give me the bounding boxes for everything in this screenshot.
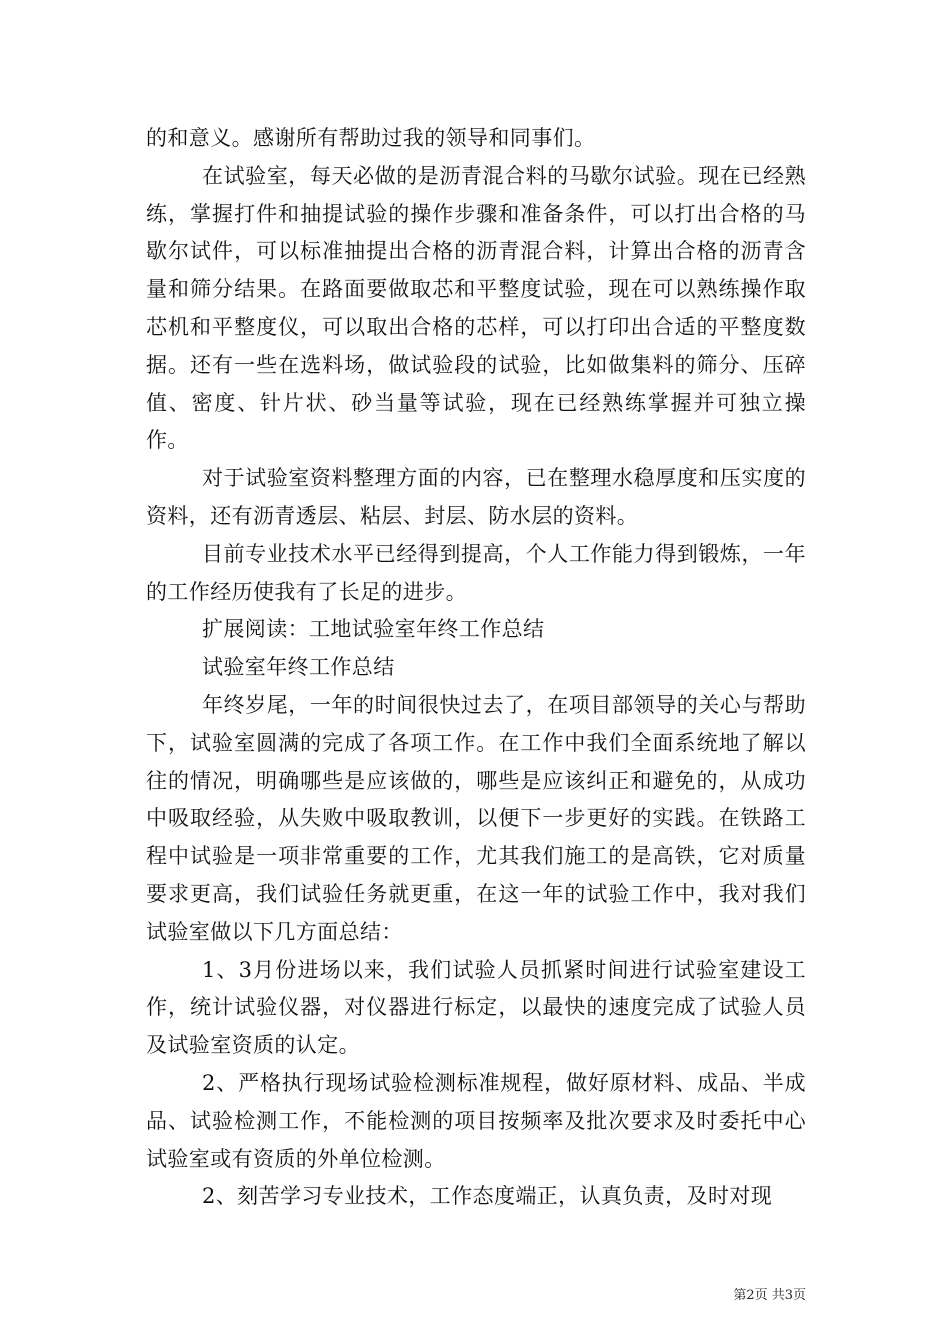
document-body [146, 120, 806, 1216]
extended-reading-line: 扩展阅读：工地试验室年终工作总结 [202, 617, 545, 642]
paragraph-1: 的和意义。感谢所有帮助过我的领导和同事们。 [146, 126, 596, 150]
paragraph-3: 对于试验室资料整理方面的内容，已在整理水稳厚度和压实度的资料，还有沥青透层、粘层、封层、防水层的资料。 [146, 466, 806, 528]
paragraph-2: 在试验室，每天必做的是沥青混合料的马歇尔试验。现在已经熟练，掌握打件和抽提试验的操作步骤和准备条件，可以打出合格的马歇尔试件，可以标准抽提出合格的沥青混合料，计算出合格的沥青含量和筛分结果。在路面要做取芯和平整度试验，现在可以熟练操作取芯机和平整度仪，可以取出合格的芯样，可以打印出合适的平整度数据。还有一些在选料场，做试验段的试验，比如做集料的筛分、压碎值、密度、针片状、砂当量等试验，现在已经熟练掌握并可独立操作。 [146, 163, 806, 453]
paragraph-4: 目前专业技术水平已经得到提高，个人工作能力得到锻炼，一年的工作经历使我有了长足的进步。 [146, 541, 806, 604]
paragraph-7: 年终岁尾，一年的时间很快过去了，在项目部领导的关心与帮助下，试验室圆满的完成了各项工作。在工作中我们全面系统地了解以往的情况，明确哪些是应该做的，哪些是应该纠正和避免的，从成功中吸取经验，从失败中吸取教训，以便下一步更好的实践。在铁路工程中试验是一项非常重要的工作，尤其我们施工的是高铁，它对质量要求更高，我们试验任务就更重，在这一年的试验工作中，我对我们试验室做以下几方面总结： [146, 692, 806, 944]
list-item-2: 2、严格执行现场试验检测标准规程，做好原材料、成品、半成品、试验检测工作，不能检测的项目按频率及批次要求及时委托中心试验室或有资质的外单位检测。 [146, 1070, 806, 1171]
list-item-3: 2、刻苦学习专业技术，工作态度端正，认真负责，及时对现 [202, 1184, 773, 1209]
section-title: 试验室年终工作总结 [202, 655, 395, 680]
page-number: 第2页 共3页 [733, 1288, 806, 1303]
list-item-1: 1、3月份进场以来，我们试验人员抓紧时间进行试验室建设工作，统计试验仪器，对仪器进行标定，以最快的速度完成了试验人员及试验室资质的认定。 [146, 957, 806, 1058]
